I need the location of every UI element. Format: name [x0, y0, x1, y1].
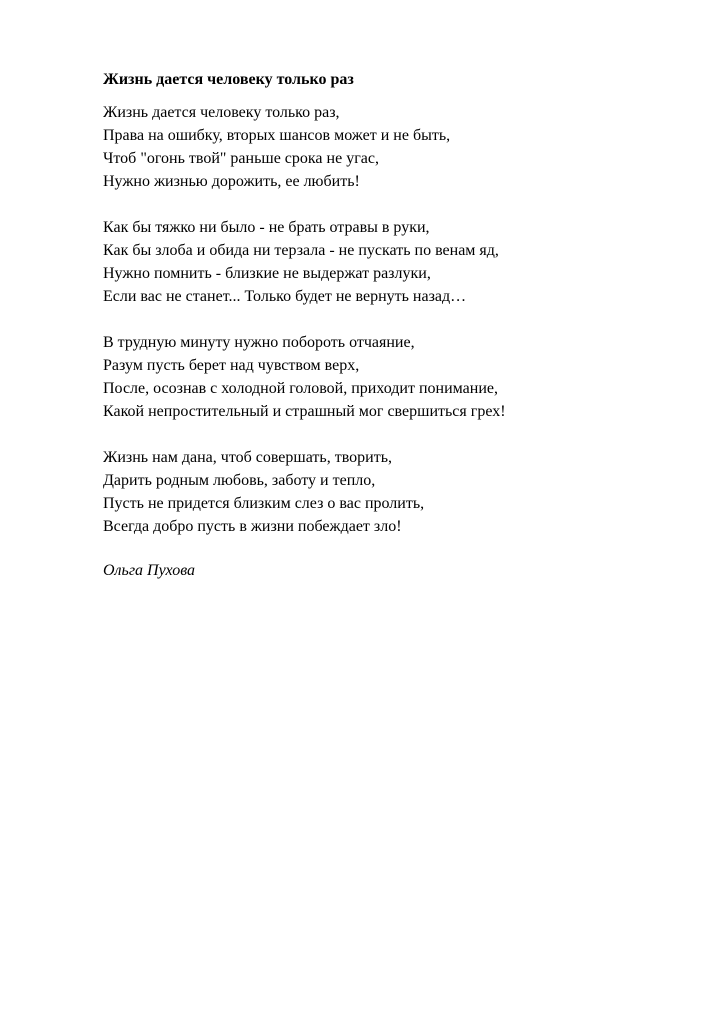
- stanza-1: [103, 101, 703, 193]
- poem-line: Пусть не придется близким слез о вас пролить,: [103, 495, 425, 512]
- poem-line: Разум пусть берет над чувством верх,: [103, 357, 360, 374]
- poem-line: Как бы злоба и обида ни терзала - не пускать по венам яд,: [103, 242, 499, 259]
- poem-line: Дарить родным любовь, заботу и тепло,: [103, 472, 376, 489]
- stanza-2: [103, 216, 703, 308]
- poem-line: Нужно жизнью дорожить, ее любить!: [103, 173, 360, 190]
- poem-line: Чтоб "огонь твой" раньше срока не угас,: [103, 150, 379, 167]
- poem-line: Жизнь нам дана, чтоб совершать, творить,: [103, 449, 392, 466]
- poem-line: В трудную минуту нужно побороть отчаяние,: [103, 334, 415, 351]
- poem-line: Всегда добро пусть в жизни побеждает зло!: [103, 518, 402, 535]
- poem-line: Какой непростительный и страшный мог свершиться грех!: [103, 403, 506, 420]
- poem-author: Ольга Пухова: [103, 562, 196, 579]
- poem-line: Как бы тяжко ни было - не брать отравы в руки,: [103, 219, 430, 236]
- poem-title: Жизнь дается человеку только раз: [103, 71, 354, 88]
- poem-line: Нужно помнить - близкие не выдержат разлуки,: [103, 265, 431, 282]
- stanza-3: [103, 331, 703, 423]
- poem-line: Если вас не станет... Только будет не вернуть назад…: [103, 288, 467, 305]
- poem-line: После, осознав с холодной головой, приходит понимание,: [103, 380, 498, 397]
- stanza-4: [103, 446, 703, 538]
- poem-line: Права на ошибку, вторых шансов может и не быть,: [103, 127, 451, 144]
- poem: [103, 70, 703, 581]
- poem-line: Жизнь дается человеку только раз,: [103, 104, 340, 121]
